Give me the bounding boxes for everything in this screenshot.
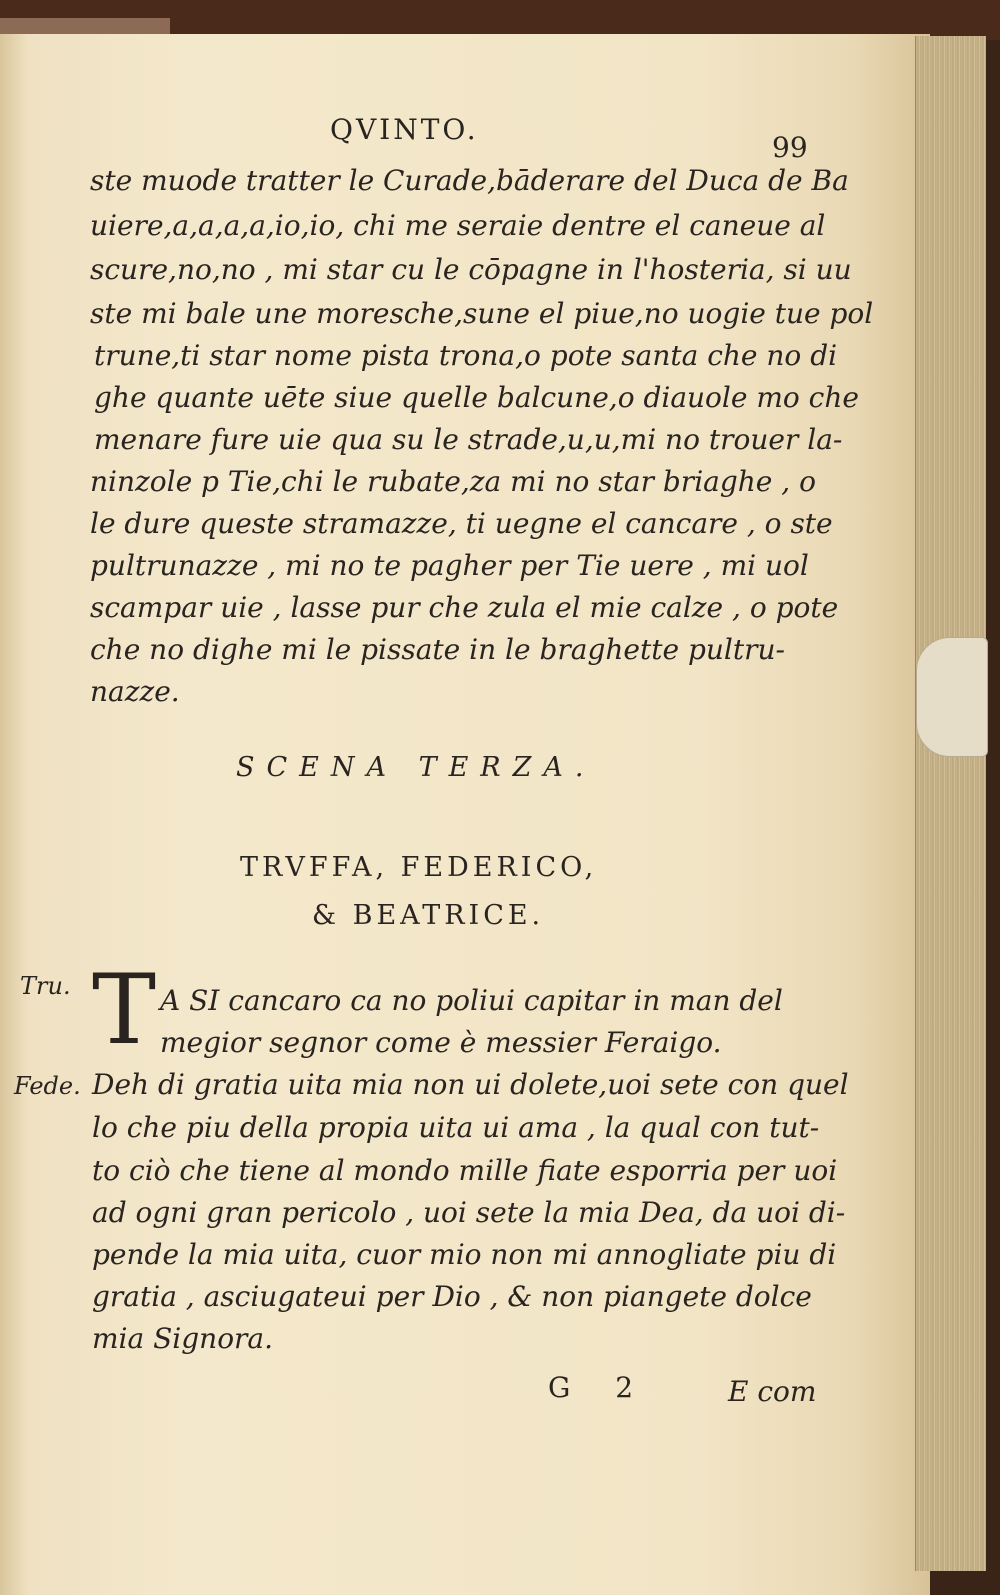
text-line: ste mi bale une moresche,sune el piue,no uogie tue pol [90, 297, 874, 330]
scene-heading: SCENA TERZA. [236, 752, 596, 783]
speaker-label: Tru. [20, 972, 71, 1000]
text-line: lo che piu della propia uita ui ama , la qual con tut- [92, 1111, 820, 1144]
text-line: ninzole p Tie,chi le rubate,za mi no star briaghe , o [90, 465, 816, 498]
text-line: ghe quante uēte siue quelle balcune,o diauole mo che [94, 381, 859, 414]
text-line: scure,no,no , mi star cu le cōpagne in l'hosteria, si uu [90, 253, 852, 286]
catchword: E com [728, 1375, 817, 1408]
text-line: megior segnor come è messier Feraigo. [160, 1026, 722, 1059]
text-line: trune,ti star nome pista trona,o pote santa che no di [94, 339, 838, 372]
text-line: uiere,a,a,a,a,io,io, chi me seraie dentre el caneue al [90, 209, 826, 242]
text-line: ste muode tratter le Curade,bāderare del Duca de Ba [90, 164, 849, 197]
text-line: mia Signora. [92, 1322, 274, 1355]
page-tab-clip [916, 637, 988, 757]
drop-cap: T [92, 954, 157, 1066]
characters-line: TRVFFA, FEDERICO, [240, 852, 598, 883]
text-line: menare fure uie qua su le strade,u,u,mi no trouer la- [94, 423, 843, 456]
text-line: le dure queste stramazze, ti uegne el cancare , o ste [90, 507, 833, 540]
text-line: A SI cancaro ca no poliui capitar in man del [160, 984, 783, 1017]
text-line: nazze. [90, 675, 180, 708]
running-head: QVINTO. [330, 113, 479, 146]
text-line: scampar uie , lasse pur che zula el mie calze , o pote [90, 591, 839, 624]
text-line: che no dighe mi le pissate in le braghette pultru- [90, 633, 786, 666]
book-page [0, 34, 930, 1595]
characters-line: & BEATRICE. [312, 900, 545, 931]
text-line: pultrunazze , mi no te pagher per Tie uere , mi uol [90, 549, 809, 582]
signature-mark: G 2 [548, 1371, 634, 1404]
text-line: ad ogni gran pericolo , uoi sete la mia Dea, da uoi di- [92, 1196, 846, 1229]
speaker-label: Fede. [14, 1072, 81, 1100]
page-number: 99 [772, 131, 808, 164]
book-fore-edge [915, 36, 986, 1571]
text-line: gratia , asciugateui per Dio , & non piangete dolce [92, 1280, 812, 1313]
text-line: Deh di gratia uita mia non ui dolete,uoi sete con quel [92, 1068, 849, 1101]
text-line: to ciò che tiene al mondo mille fiate esporria per uoi [92, 1154, 838, 1187]
text-line: pende la mia uita, cuor mio non mi annogliate piu di [92, 1238, 837, 1271]
